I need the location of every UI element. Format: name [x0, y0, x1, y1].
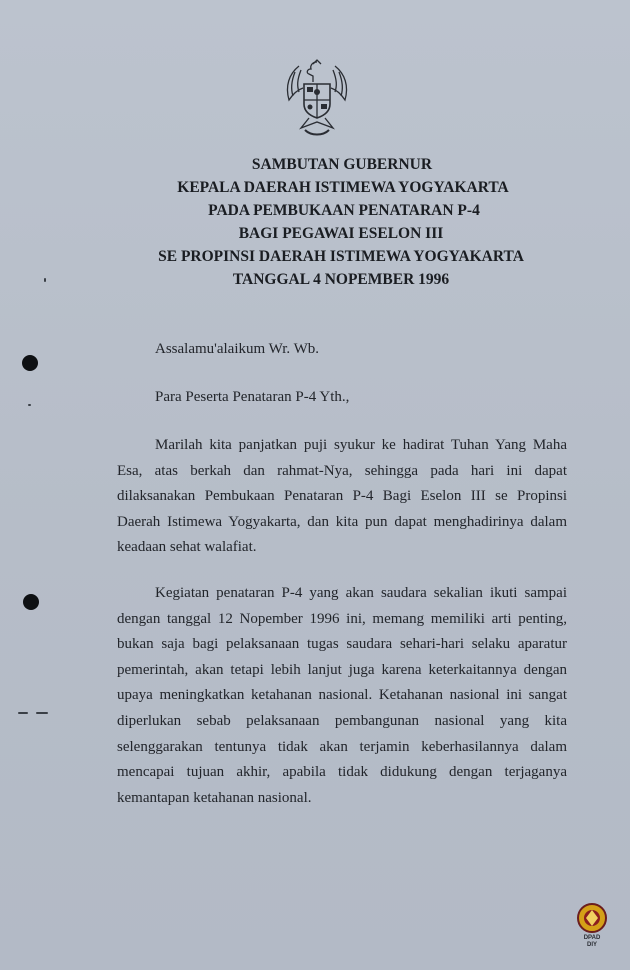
document-title [0, 153, 630, 291]
title-line: PADA PEMBUKAAN PENATARAN P-4 [208, 202, 480, 219]
punch-hole-bottom [23, 594, 39, 610]
title-line: KEPALA DAERAH ISTIMEWA YOGYAKARTA [177, 179, 509, 196]
punch-hole-top [22, 355, 38, 371]
archive-logo-text [574, 935, 610, 949]
title-line: TANGGAL 4 NOPEMBER 1996 [232, 271, 450, 288]
paragraph: Kegiatan penataran P-4 yang akan saudara sekalian ikuti sampai dengan tanggal 12 Nopember 1996 ini, memang memiliki arti penting, bukan saja bagi pelaksanaan tugas saudara sehari-hari selaku aparatur pemerintah, akan tetapi lebih lanjut juga karena keterkaitannya dengan upaya meningkatkan ketahanan nasional. Ketahanan nasional ini sangat diperlukan sebab pelaksanaan pembangunan nasional yang kita selenggarakan tentunya tidak akan terjamin keberhasilannya dalam mencapai tujuan akhir, apabila tidak didukung dengan terjaganya kemantapan ketahanan nasional. [117, 585, 567, 806]
speck [36, 712, 48, 714]
archive-logo-label: DPAD [583, 935, 601, 941]
title-line: BAGI PEGAWAI ESELON III [238, 225, 444, 242]
title-line: SAMBUTAN GUBERNUR [251, 156, 433, 173]
salutation: Para Peserta Penataran P-4 Yth., [155, 389, 350, 405]
archive-logo-label: DIY [586, 942, 597, 948]
title-line: SE PROPINSI DAERAH ISTIMEWA YOGYAKARTA [158, 248, 524, 265]
paragraph: Marilah kita panjatkan puji syukur ke hadirat Tuhan Yang Maha Esa, atas berkah dan rahmat-Nya, sehingga pada hari ini dapat dilaksanakan Pembukaan Penataran P-4 Bagi Eselon III se Propinsi Daerah Istimewa Yogyakarta, dan kita pun dapat menghadirinya dalam keadaan sehat walafiat. [117, 437, 567, 556]
greeting: Assalamu'alaikum Wr. Wb. [155, 341, 320, 357]
speck [28, 404, 31, 406]
speck [18, 712, 28, 714]
garuda-emblem-icon [277, 56, 357, 140]
